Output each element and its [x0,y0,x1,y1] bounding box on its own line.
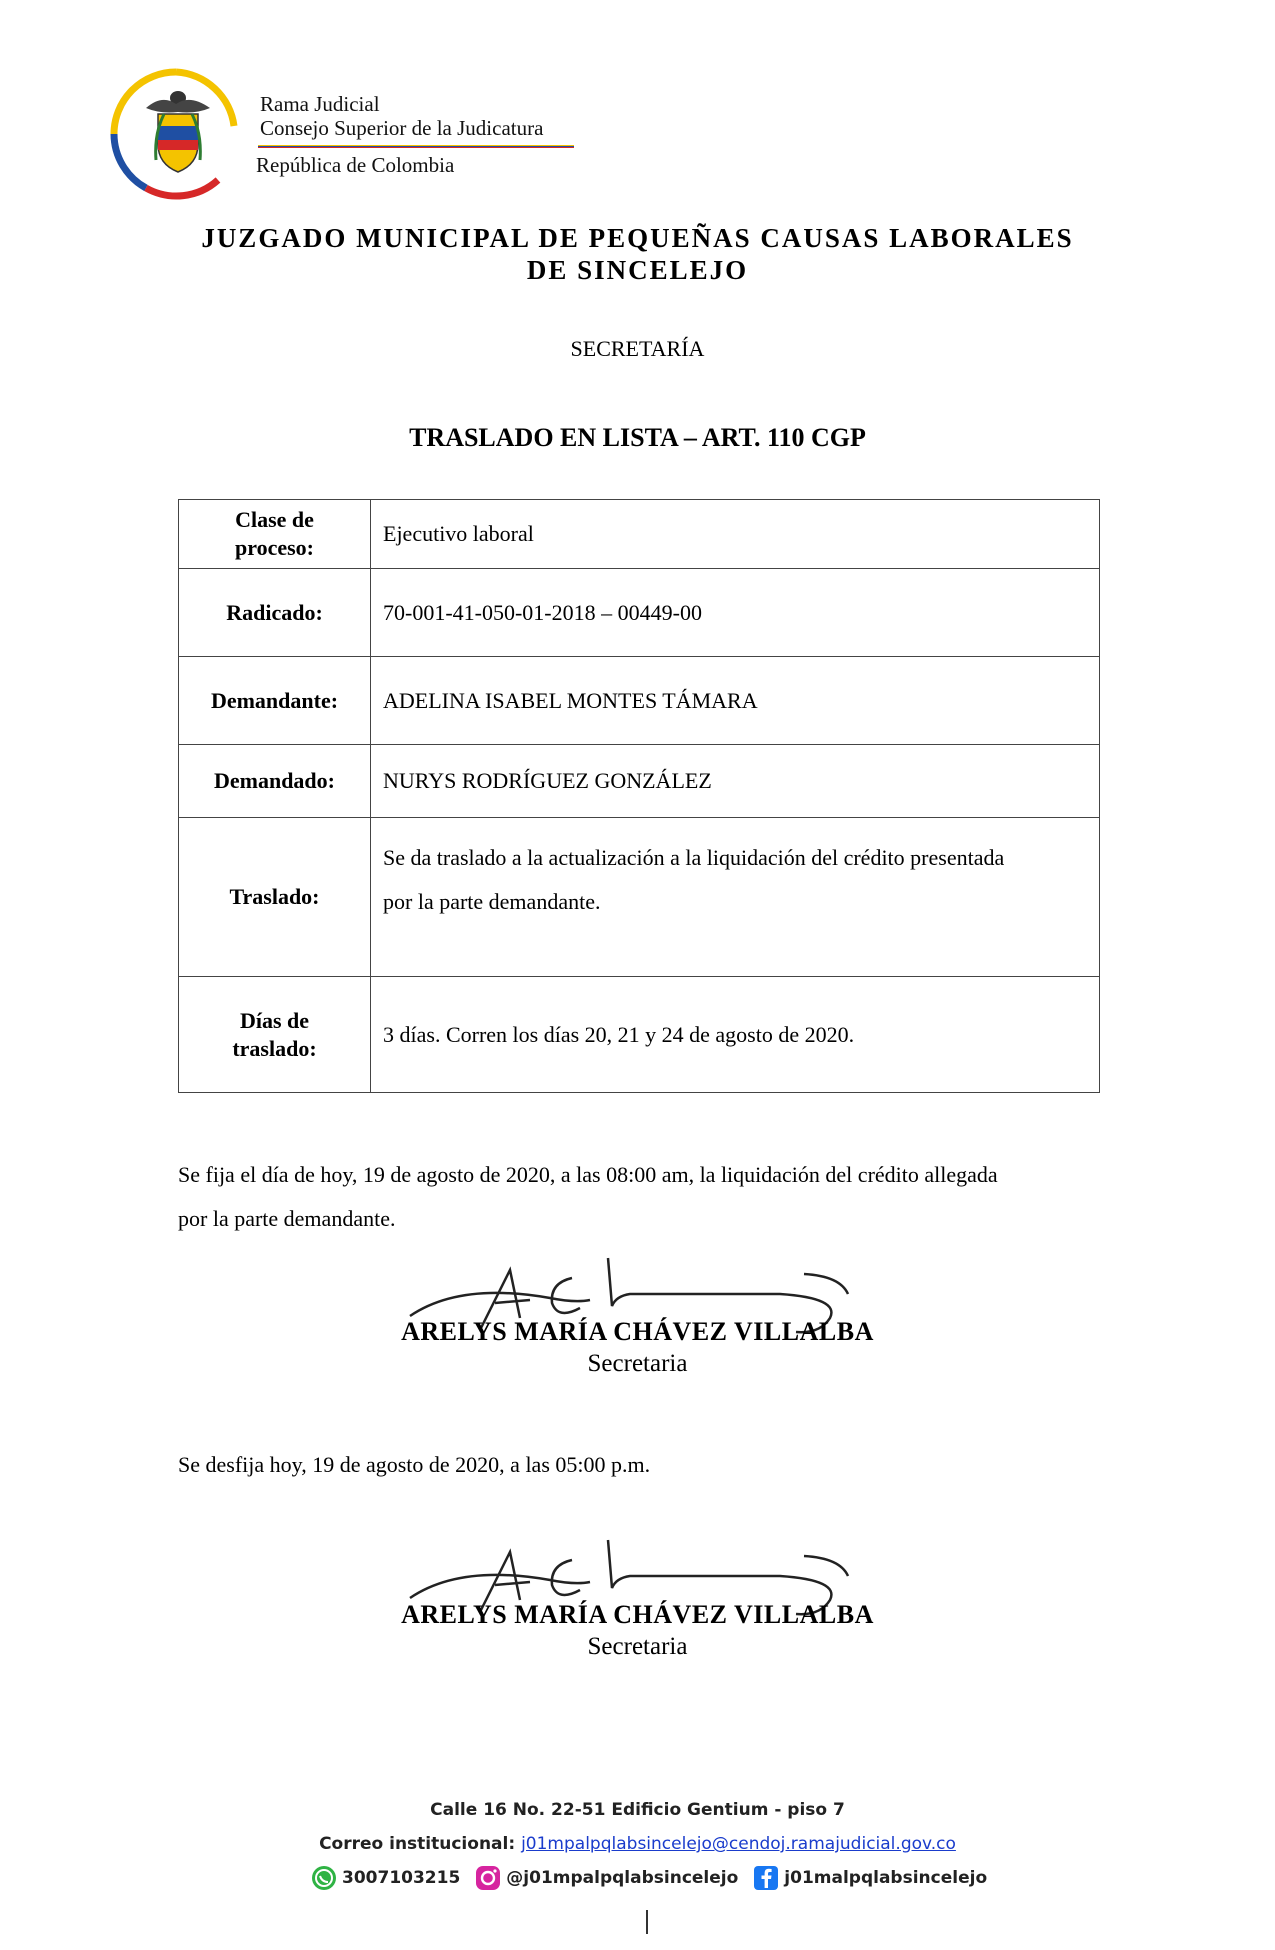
facebook-contact[interactable] [752,1864,987,1892]
court-title-line2: DE SINCELEJO [526,255,749,285]
email-link[interactable]: j01mpalpqlabsincelejo@cendoj.ramajudicial.gov.co [521,1834,956,1854]
demandante-label: Demandante: [179,657,371,745]
org-line-republica: República de Colombia [256,153,455,177]
page-marker [646,1910,648,1934]
footer-email-line [0,1834,1275,1854]
signer-name: ARELYS MARÍA CHÁVEZ VILLALBA [401,1600,874,1629]
org-line-consejo-superior: Consejo Superior de la Judicatura [260,116,544,140]
footer-address: Calle 16 No. 22-51 Edificio Gentium - piso 7 [430,1800,845,1820]
instagram-handle: @j01mpalpqlabsincelejo [506,1868,739,1888]
court-title-line1: JUZGADO MUNICIPAL DE PEQUEÑAS CAUSAS LABORALES [201,223,1074,253]
table-row [179,977,1100,1093]
footer-social [310,1864,1001,1892]
instagram-icon [474,1864,502,1892]
coat-of-arms-icon [106,64,246,204]
dias-label: Días de traslado: [179,977,371,1093]
section-heading: SECRETARÍA [570,336,705,361]
table-row [179,818,1100,977]
table-row [179,569,1100,657]
email-label: Correo institucional: [319,1834,516,1854]
signer-role: Secretaria [587,1350,688,1377]
signer-name: ARELYS MARÍA CHÁVEZ VILLALBA [401,1317,874,1346]
tricolor-divider [258,145,574,148]
traslado-label: Traslado: [179,818,371,977]
whatsapp-icon [310,1864,338,1892]
instagram-contact[interactable] [474,1864,738,1892]
clase-label: Clase de proceso: [179,500,371,569]
signer-role: Secretaria [587,1633,688,1660]
whatsapp-contact[interactable] [310,1864,460,1892]
document-title: TRASLADO EN LISTA – ART. 110 CGP [409,423,866,452]
court-title [160,222,1115,286]
case-info-table [178,499,1100,1093]
radicado-value: 70-001-41-050-01-2018 – 00449-00 [371,569,1100,657]
facebook-handle: j01malpqlabsincelejo [784,1868,988,1888]
rama-judicial-logo [106,64,246,204]
demandante-value: ADELINA ISABEL MONTES TÁMARA [371,657,1100,745]
fija-paragraph: Se fija el día de hoy, 19 de agosto de 2020, a las 08:00 am, la liquidación del crédito allegada por la parte demandante. [178,1162,998,1231]
whatsapp-number: 3007103215 [342,1868,461,1888]
table-row [179,500,1100,569]
facebook-icon [752,1864,780,1892]
clase-value: Ejecutivo laboral [371,500,1100,569]
table-row [179,657,1100,745]
table-row [179,745,1100,818]
demandado-label: Demandado: [179,745,371,818]
demandado-value: NURYS RODRÍGUEZ GONZÁLEZ [371,745,1100,818]
traslado-value: Se da traslado a la actualización a la liquidación del crédito presentada por la parte demandante. [371,818,1100,977]
org-line-rama-judicial: Rama Judicial [260,92,380,116]
desfija-paragraph: Se desfija hoy, 19 de agosto de 2020, a las 05:00 p.m. [178,1452,651,1477]
radicado-label: Radicado: [179,569,371,657]
dias-value: 3 días. Corren los días 20, 21 y 24 de agosto de 2020. [371,977,1100,1093]
